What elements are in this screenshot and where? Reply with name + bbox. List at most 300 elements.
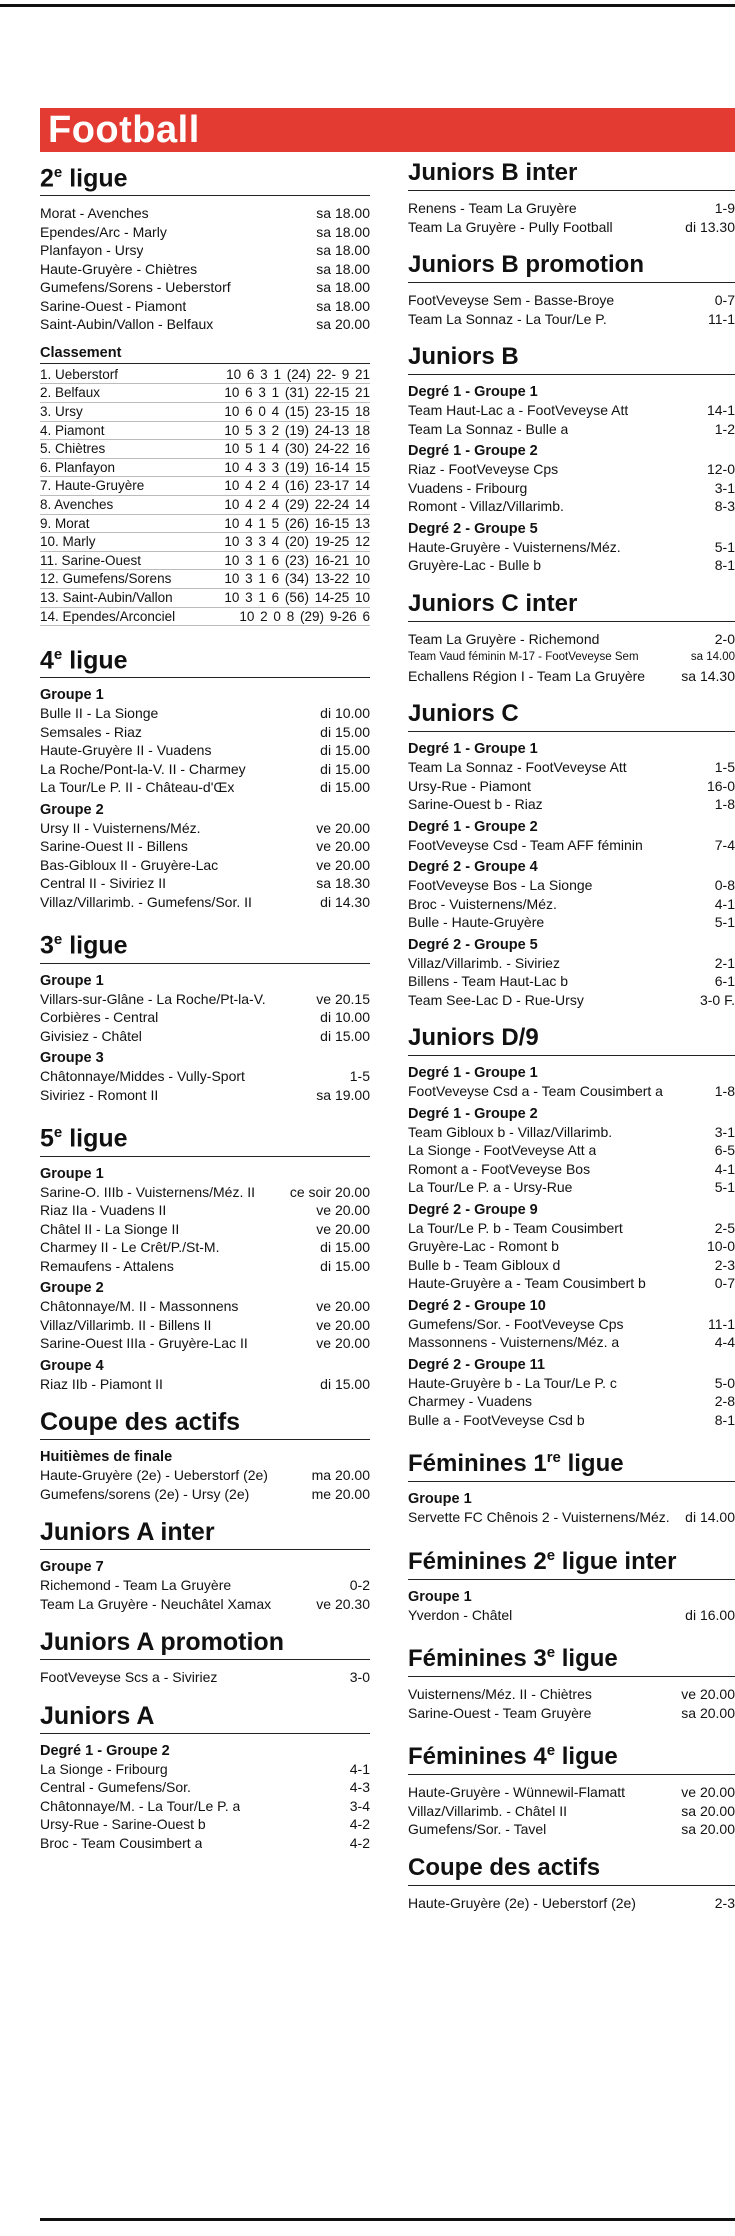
standings-row — [40, 422, 370, 441]
match-score: 12-0 — [706, 461, 735, 477]
standings-stats: 10 4 1 5 (26) 16-15 13 — [224, 515, 370, 531]
match-score: ve 20.00 — [316, 838, 370, 855]
match-score: di 15.00 — [320, 1239, 370, 1256]
standings-row — [40, 403, 370, 422]
match-row — [40, 1834, 370, 1853]
match-teams: Gumefens/Sorens - Ueberstorf — [40, 279, 231, 296]
match-teams: Sarine-Ouest - Team Gruyère — [408, 1704, 592, 1721]
match-teams: Ursy-Rue - Piamont — [408, 777, 531, 794]
match-score: ve 20.00 — [316, 1202, 370, 1219]
match-teams: Haute-Gruyère (2e) - Ueberstorf (2e) — [40, 1467, 268, 1484]
group-label: Groupe 1 — [40, 687, 104, 704]
match-row — [408, 1508, 735, 1527]
standings-row — [40, 589, 370, 608]
match-score: di 14.30 — [320, 893, 370, 910]
section-right-6 — [408, 1443, 735, 1527]
section-title: Féminines 2e ligue inter — [408, 1541, 735, 1580]
match-teams: Haute-Gruyère II - Vuadens — [40, 742, 212, 759]
match-score: 5-0 — [714, 1374, 735, 1391]
match-teams: Sarine-Ouest b - Riaz — [408, 796, 543, 812]
section-right-5 — [408, 1023, 735, 1429]
group-label: Groupe 1 — [40, 972, 104, 989]
standings-row — [40, 366, 370, 385]
match-teams: Bulle - Haute-Gruyère — [408, 914, 545, 930]
match-score: di 15.00 — [320, 1257, 370, 1274]
section-title: Féminines 4e ligue — [408, 1736, 735, 1775]
section-title: 3e ligue — [40, 925, 370, 963]
match-teams: Massonnens - Vuisternens/Méz. a — [408, 1334, 620, 1350]
match-teams: Team La Sonnaz - FootVeveyse Att — [408, 759, 627, 775]
match-teams: La Roche/Pont-la-V. II - Charmey — [40, 760, 246, 777]
match-row — [408, 1256, 735, 1275]
match-teams: Broc - Vuisternens/Méz. — [408, 895, 557, 912]
section-title: 4e ligue — [40, 640, 370, 678]
standings-team: 1. Ueberstorf — [40, 366, 119, 382]
match-row — [40, 297, 370, 316]
match-score: 2-1 — [714, 954, 735, 971]
match-teams: FootVeveyse Bos - La Sionge — [408, 877, 593, 893]
group-label: Groupe 7 — [40, 1559, 104, 1576]
match-teams: Vuisternens/Méz. II - Chiètres — [408, 1686, 592, 1702]
match-score: 4-1 — [349, 1760, 370, 1777]
standings-label: Classement — [40, 344, 370, 364]
section-right-9 — [408, 1736, 735, 1839]
match-teams: Ursy-Rue - Sarine-Ouest b — [40, 1816, 206, 1833]
standings-stats: 10 3 3 4 (20) 19-25 12 — [224, 534, 370, 550]
match-row — [408, 1783, 735, 1802]
match-teams: Corbières - Central — [40, 1009, 159, 1026]
match-score: ve 20.00 — [316, 856, 370, 873]
standings-stats: 10 3 1 6 (34) 13-22 10 — [224, 571, 370, 587]
match-teams: Renens - Team La Gruyère — [408, 200, 577, 216]
match-row — [40, 874, 370, 893]
match-teams: Sarine-Ouest II - Billens — [40, 838, 188, 855]
match-score: di 15.00 — [320, 1027, 370, 1044]
match-score: 2-3 — [714, 1894, 735, 1911]
match-row — [408, 1802, 735, 1821]
match-teams: Team La Gruyère - Richemond — [408, 630, 600, 647]
match-score: 1-8 — [714, 796, 735, 812]
match-score: 1-8 — [714, 1083, 735, 1099]
match-row — [408, 1333, 735, 1352]
match-score: ve 20.00 — [316, 1335, 370, 1352]
match-score: 4-3 — [349, 1779, 370, 1796]
match-teams: Team See-Lac D - Rue-Ursy — [408, 991, 584, 1008]
match-row — [408, 199, 735, 218]
match-score: sa 20.00 — [316, 316, 370, 333]
match-score: di 15.00 — [320, 1375, 370, 1392]
match-score: sa 20.00 — [681, 1802, 735, 1819]
match-row — [40, 1760, 370, 1779]
standings-stats: 10 6 0 4 (15) 23-15 18 — [224, 404, 370, 420]
match-teams: Villaz/Villarimb. II - Billens II — [40, 1316, 212, 1333]
match-teams: Haute-Gruyère (2e) - Ueberstorf (2e) — [408, 1894, 636, 1911]
standings-row — [40, 477, 370, 496]
standings-team: 12. Gumefens/Sorens — [40, 571, 172, 587]
group-label: Degré 1 - Groupe 2 — [40, 1742, 170, 1759]
match-score: 6-1 — [714, 973, 735, 989]
match-teams: Sarine-Ouest - Piamont — [40, 297, 187, 314]
match-score: 1-2 — [714, 420, 735, 437]
match-row — [40, 1201, 370, 1220]
standings-row — [40, 608, 370, 627]
match-teams: Team La Sonnaz - Bulle a — [408, 420, 569, 437]
match-teams: La Sionge - FootVeveyse Att a — [408, 1142, 597, 1158]
match-row — [408, 1219, 735, 1238]
match-row — [408, 895, 735, 914]
standings-row — [40, 459, 370, 478]
match-score: sa 18.00 — [316, 205, 370, 222]
match-score: sa 18.00 — [316, 223, 370, 240]
section-title: Juniors D/9 — [408, 1023, 735, 1056]
match-score: ve 20.15 — [316, 990, 370, 1007]
standings-team: 7. Haute-Gruyère — [40, 478, 145, 494]
match-teams: Billens - Team Haut-Lac b — [408, 973, 569, 989]
match-teams: La Sionge - Fribourg — [40, 1760, 168, 1777]
match-teams: Gumefens/sorens (2e) - Ursy (2e) — [40, 1485, 250, 1502]
section-left-0 — [40, 158, 370, 626]
match-row — [40, 1316, 370, 1335]
match-row — [40, 1815, 370, 1834]
section-title: Coupe des actifs — [408, 1853, 735, 1886]
standings-stats: 10 6 3 1 (24) 22- 9 21 — [226, 366, 370, 382]
match-row — [408, 991, 735, 1010]
match-score: ve 20.00 — [681, 1784, 735, 1800]
match-row — [40, 315, 370, 334]
standings-team: 14. Ependes/Arconciel — [40, 608, 176, 624]
match-teams: La Tour/Le P. II - Château-d'Œx — [40, 779, 235, 796]
standings-row — [40, 440, 370, 459]
match-score: 0-7 — [714, 292, 735, 308]
match-row — [40, 260, 370, 279]
group-label: Groupe 1 — [40, 1165, 104, 1182]
match-teams: Ursy II - Vuisternens/Méz. — [40, 819, 201, 836]
standings-team: 10. Marly — [40, 534, 96, 550]
match-score: 2-8 — [714, 1393, 735, 1409]
match-row — [40, 856, 370, 875]
section-title: Juniors C — [408, 699, 735, 732]
match-score: 16-0 — [706, 777, 735, 794]
match-teams: Riaz IIb - Piamont II — [40, 1375, 163, 1392]
match-score: sa 18.00 — [316, 260, 370, 277]
section-left-3 — [40, 1118, 370, 1393]
match-score: ma 20.00 — [311, 1467, 370, 1484]
match-row — [408, 420, 735, 439]
match-teams: Richemond - Team La Gruyère — [40, 1577, 232, 1594]
group-label: Degré 2 - Groupe 5 — [408, 936, 538, 953]
standings-stats: 10 5 3 2 (19) 24-13 18 — [224, 422, 370, 438]
section-title: Juniors C inter — [408, 589, 735, 622]
match-score: di 15.00 — [320, 760, 370, 777]
match-score: sa 20.00 — [681, 1704, 735, 1721]
match-teams: Villaz/Villarimb. - Châtel II — [408, 1802, 567, 1819]
section-title: Juniors A inter — [40, 1517, 370, 1550]
group-label: Degré 1 - Groupe 1 — [408, 741, 538, 757]
standings-team: 5. Chiètres — [40, 441, 106, 457]
standings-row — [40, 515, 370, 534]
match-teams: FootVeveyse Csd - Team AFF féminin — [408, 836, 643, 853]
match-teams: Châtonnaye/Middes - Vully-Sport — [40, 1068, 245, 1085]
match-row — [40, 1375, 370, 1394]
match-row — [40, 837, 370, 856]
group-label: Groupe 3 — [40, 1050, 104, 1067]
match-teams: Gruyère-Lac - Bulle b — [408, 557, 542, 573]
match-score: 6-5 — [714, 1142, 735, 1158]
match-row — [40, 204, 370, 223]
match-teams: Riaz - FootVeveyse Cps — [408, 461, 559, 477]
group-label: Groupe 4 — [40, 1357, 104, 1374]
match-teams: Bulle II - La Sionge — [40, 705, 159, 722]
match-score: 3-1 — [714, 1123, 735, 1140]
match-teams: Team La Gruyère - Pully Football — [408, 218, 613, 235]
standings-team: 3. Ursy — [40, 404, 83, 420]
right-column — [408, 158, 735, 1926]
match-row — [40, 278, 370, 297]
match-score: 0-8 — [714, 877, 735, 893]
match-row — [40, 723, 370, 742]
standings-row — [40, 384, 370, 403]
match-teams: Haute-Gruyère - Wünnewil-Flamatt — [408, 1784, 626, 1800]
match-score: ve 20.30 — [316, 1595, 370, 1612]
match-teams: Team Gibloux b - Villaz/Villarimb. — [408, 1123, 613, 1140]
match-score: di 14.00 — [685, 1509, 735, 1525]
match-teams: Broc - Team Cousimbert a — [40, 1834, 203, 1851]
match-teams: Villaz/Villarimb. - Siviriez — [408, 954, 560, 971]
match-row — [40, 1297, 370, 1316]
match-score: 2-0 — [714, 630, 735, 647]
match-score: ve 20.00 — [316, 1298, 370, 1315]
standings-team: 9. Morat — [40, 515, 90, 531]
match-teams: Bas-Gibloux II - Gruyère-Lac — [40, 856, 219, 873]
match-row — [40, 704, 370, 723]
match-score: 7-4 — [714, 836, 735, 853]
match-score: 10-0 — [706, 1238, 735, 1254]
match-score: 11-1 — [708, 310, 735, 327]
match-row — [40, 1238, 370, 1257]
section-title: Féminines 3e ligue — [408, 1638, 735, 1677]
group-label: Degré 2 - Groupe 9 — [408, 1201, 538, 1218]
match-score: di 16.00 — [685, 1606, 735, 1623]
match-row — [40, 1576, 370, 1595]
match-teams: Villars-sur-Glâne - La Roche/Pt-la-V. — [40, 990, 266, 1007]
group-label: Degré 2 - Groupe 11 — [408, 1356, 545, 1373]
match-teams: Bulle a - FootVeveyse Csd b — [408, 1411, 585, 1428]
match-row — [408, 291, 735, 310]
match-row — [40, 1086, 370, 1105]
match-score: di 13.30 — [685, 218, 735, 235]
section-left-1 — [40, 640, 370, 911]
match-row — [40, 1220, 370, 1239]
match-teams: Haute-Gruyère a - Team Cousimbert b — [408, 1275, 646, 1291]
match-row — [408, 1237, 735, 1256]
match-row — [408, 479, 735, 498]
match-teams: Team La Sonnaz - La Tour/Le P. — [408, 310, 607, 327]
match-teams: Gumefens/Sor. - FootVeveyse Cps — [408, 1315, 624, 1332]
match-row — [408, 1082, 735, 1101]
match-row — [408, 972, 735, 991]
match-teams: Morat - Avenches — [40, 205, 149, 222]
match-teams: FootVeveyse Csd a - Team Cousimbert a — [408, 1083, 663, 1099]
match-score: di 15.00 — [320, 779, 370, 796]
match-row — [40, 1778, 370, 1797]
match-row — [408, 556, 735, 575]
match-score: 0-7 — [714, 1275, 735, 1291]
match-row — [40, 819, 370, 838]
match-score: di 15.00 — [320, 723, 370, 740]
match-teams: Team Vaud féminin M-17 - FootVeveyse Sem — [408, 651, 639, 663]
section-title: Juniors A promotion — [40, 1627, 370, 1660]
standings-team: 8. Avenches — [40, 496, 114, 512]
standings-team: 11. Sarine-Ouest — [40, 552, 142, 568]
match-score: 8-1 — [714, 557, 735, 573]
match-score: sa 18.30 — [316, 875, 370, 892]
match-row — [408, 1160, 735, 1179]
match-row — [40, 223, 370, 242]
match-row — [408, 1178, 735, 1197]
standings-stats: 10 2 0 8 (29) 9-26 6 — [239, 608, 370, 624]
match-row — [408, 1704, 735, 1723]
match-score: sa 18.00 — [316, 297, 370, 314]
match-score: sa 14.30 — [681, 667, 735, 684]
match-score: 4-1 — [714, 1160, 735, 1177]
match-row — [408, 795, 735, 814]
match-row — [408, 1315, 735, 1334]
match-teams: Planfayon - Ursy — [40, 242, 144, 259]
group-label: Degré 2 - Groupe 4 — [408, 859, 538, 875]
match-teams: FootVeveyse Scs a - Siviriez — [40, 1669, 218, 1686]
match-score: 4-4 — [714, 1334, 735, 1350]
match-teams: Siviriez - Romont II — [40, 1086, 159, 1103]
match-score: sa 19.00 — [316, 1086, 370, 1103]
group-label: Groupe 1 — [408, 1491, 472, 1507]
match-row — [40, 990, 370, 1009]
match-teams: Villaz/Villarimb. - Gumefens/Sor. II — [40, 893, 252, 910]
match-row — [408, 836, 735, 855]
match-row — [408, 876, 735, 895]
match-score: di 10.00 — [320, 705, 370, 722]
match-teams: Yverdon - Châtel — [408, 1606, 513, 1623]
match-row — [408, 1392, 735, 1411]
match-row — [40, 760, 370, 779]
match-row — [408, 1685, 735, 1704]
match-score: 5-1 — [714, 914, 735, 930]
section-title: 2e ligue — [40, 158, 370, 196]
title-superscript: e — [546, 1546, 556, 1564]
match-teams: Haute-Gruyère - Chiètres — [40, 260, 198, 277]
match-teams: Romont - Villaz/Villarimb. — [408, 498, 564, 514]
match-row — [408, 218, 735, 237]
match-score: 3-1 — [714, 479, 735, 496]
match-score: 3-0 — [349, 1669, 370, 1686]
match-row — [408, 1820, 735, 1839]
match-teams: Sarine-O. IIIb - Vuisternens/Méz. II — [40, 1183, 256, 1200]
match-score: 5-1 — [714, 538, 735, 555]
standings-stats: 10 6 3 1 (31) 22-15 21 — [224, 385, 370, 401]
match-row — [408, 1606, 735, 1625]
match-teams: Châtonnaye/M. II - Massonnens — [40, 1298, 239, 1315]
match-row — [408, 538, 735, 557]
match-row — [408, 758, 735, 777]
match-score: 8-1 — [714, 1411, 735, 1428]
match-row — [408, 630, 735, 649]
match-row — [408, 1123, 735, 1142]
match-teams: Châtel II - La Sionge II — [40, 1220, 180, 1237]
match-teams: Vuadens - Fribourg — [408, 479, 528, 496]
match-row — [40, 1008, 370, 1027]
section-right-1 — [408, 250, 735, 328]
match-teams: Haute-Gruyère b - La Tour/Le P. c — [408, 1374, 617, 1391]
match-teams: Châtonnaye/M. - La Tour/Le P. a — [40, 1797, 241, 1814]
match-teams: Gumefens/Sor. - Tavel — [408, 1821, 547, 1837]
match-score: 3-0 F. — [699, 991, 735, 1008]
match-row — [408, 648, 735, 667]
group-label: Degré 1 - Groupe 2 — [408, 1105, 538, 1122]
section-title: Juniors B — [408, 342, 735, 375]
match-score: 8-3 — [714, 498, 735, 514]
match-teams: Sarine-Ouest IIIa - Gruyère-Lac II — [40, 1335, 248, 1352]
standings-row — [40, 496, 370, 515]
match-row — [408, 1411, 735, 1430]
section-title: Juniors A — [40, 1701, 370, 1734]
match-teams: FootVeveyse Sem - Basse-Broye — [408, 292, 615, 308]
left-column — [40, 158, 370, 1866]
match-teams: Romont a - FootVeveyse Bos — [408, 1160, 591, 1177]
match-row — [408, 913, 735, 932]
title-superscript: re — [546, 1449, 561, 1466]
section-right-0 — [408, 158, 735, 236]
match-row — [40, 1334, 370, 1353]
section-title: Coupe des actifs — [40, 1407, 370, 1440]
page-banner: Football — [40, 108, 735, 152]
section-title: Juniors B inter — [408, 158, 735, 191]
section-title: Juniors B promotion — [408, 250, 735, 283]
group-label: Degré 2 - Groupe 5 — [408, 520, 538, 537]
match-score: sa 20.00 — [681, 1821, 735, 1837]
match-teams: Charmey II - Le Crêt/P./St-M. — [40, 1239, 220, 1256]
group-label: Degré 1 - Groupe 1 — [408, 1065, 538, 1081]
match-row — [40, 741, 370, 760]
standings-team: 2. Belfaux — [40, 385, 101, 401]
match-teams: Central - Gumefens/Sor. — [40, 1779, 191, 1796]
group-label: Groupe 1 — [408, 1588, 472, 1605]
standings-stats: 10 3 1 6 (23) 16-21 10 — [224, 552, 370, 568]
match-row — [40, 1027, 370, 1046]
match-score: ve 20.00 — [316, 1316, 370, 1333]
match-teams: Givisiez - Châtel — [40, 1027, 142, 1044]
match-score: ve 20.00 — [316, 819, 370, 836]
match-teams: La Tour/Le P. b - Team Cousimbert — [408, 1219, 623, 1236]
match-teams: Gruyère-Lac - Romont b — [408, 1238, 559, 1254]
match-row — [408, 401, 735, 420]
standings-stats: 10 5 1 4 (30) 24-22 16 — [224, 441, 370, 457]
match-teams: Riaz IIa - Vuadens II — [40, 1202, 167, 1219]
match-score: di 10.00 — [320, 1009, 370, 1026]
match-score: 14-1 — [706, 402, 735, 418]
match-score: 2-5 — [714, 1219, 735, 1236]
title-superscript: e — [53, 646, 63, 664]
match-score: 0-2 — [349, 1577, 370, 1594]
match-teams: Servette FC Chênois 2 - Vuisternens/Méz. — [408, 1509, 670, 1525]
match-score: 1-5 — [714, 759, 735, 775]
group-label: Degré 1 - Groupe 2 — [408, 443, 538, 459]
section-right-2 — [408, 342, 735, 575]
match-row — [408, 460, 735, 479]
match-score: 5-1 — [714, 1179, 735, 1195]
title-superscript: e — [53, 164, 63, 181]
match-score: di 15.00 — [320, 742, 370, 759]
match-score: me 20.00 — [311, 1485, 370, 1502]
standings-stats: 10 4 2 4 (29) 22-24 14 — [224, 496, 370, 512]
